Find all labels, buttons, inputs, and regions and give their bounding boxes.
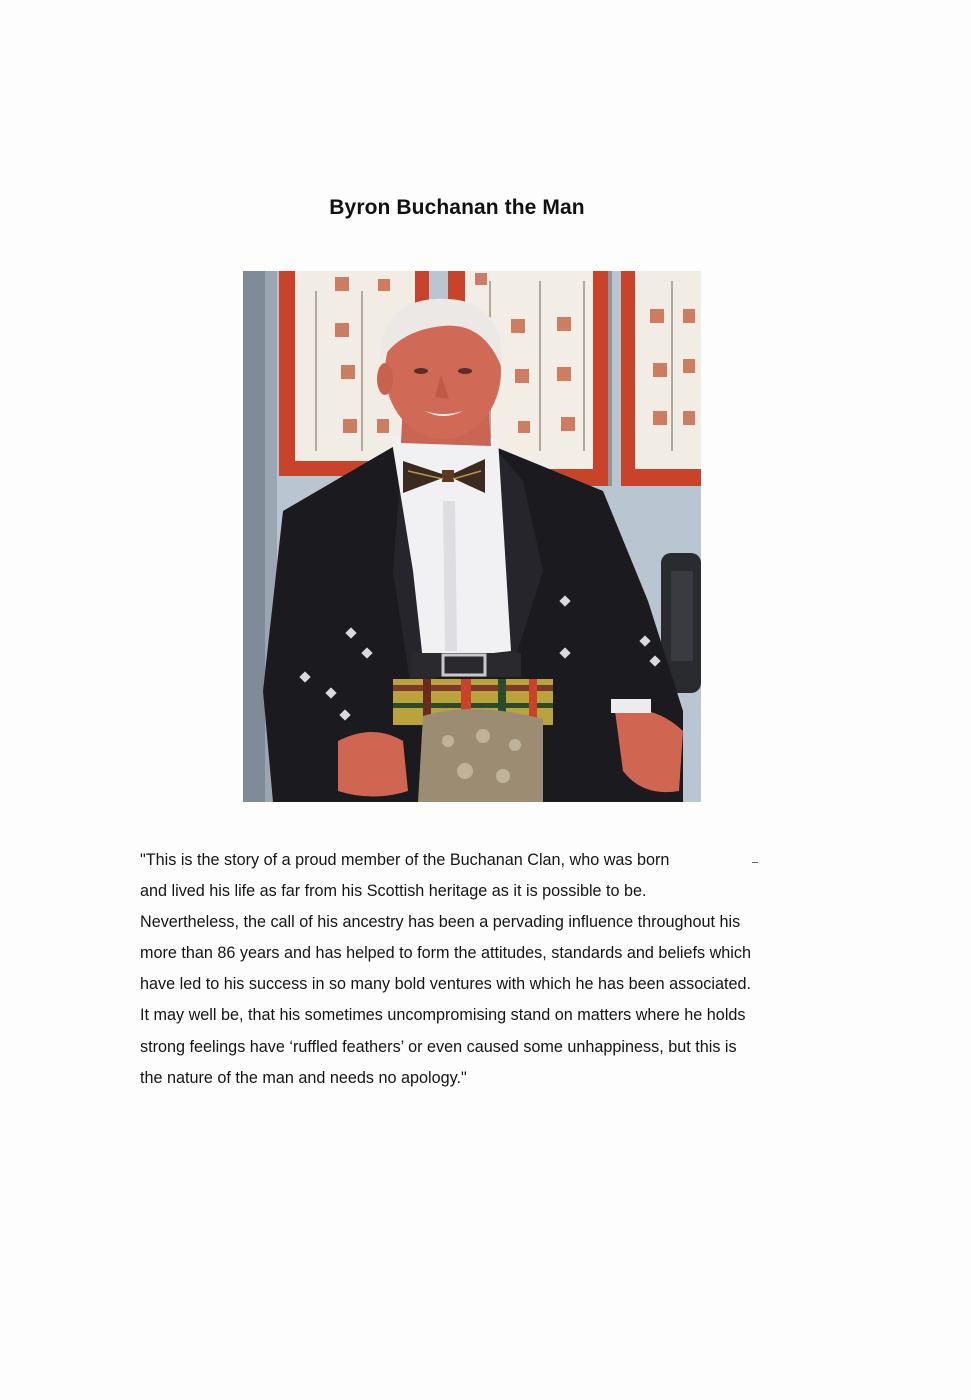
paragraph-line: Nevertheless, the call of his ancestry has been a pervading influence throughout his: [140, 913, 741, 932]
portrait-photo: [243, 271, 701, 802]
paragraph-line: "This is the story of a proud member of the Buchanan Clan, who was born: [140, 851, 670, 869]
scan-mark: [752, 862, 758, 863]
paragraph-line: and lived his life as far from his Scottish heritage as it is possible to be.: [140, 882, 647, 901]
paragraph-line: the nature of the man and needs no apology.": [140, 1068, 467, 1087]
paragraph-line: more than 86 years and has helped to form the attitudes, standards and beliefs which: [140, 944, 751, 963]
page-title: Byron Buchanan the Man: [329, 196, 585, 219]
paragraph-line: It may well be, that his sometimes uncompromising stand on matters where he holds: [140, 1006, 746, 1025]
paragraph-line: strong feelings have ‘ruffled feathers’ or even caused some unhappiness, but this is: [140, 1037, 737, 1056]
paragraph-line: have led to his success in so many bold ventures with which he has been associated.: [140, 975, 751, 994]
portrait-photo-icon: [243, 271, 701, 802]
quote-paragraph: [140, 845, 860, 1094]
